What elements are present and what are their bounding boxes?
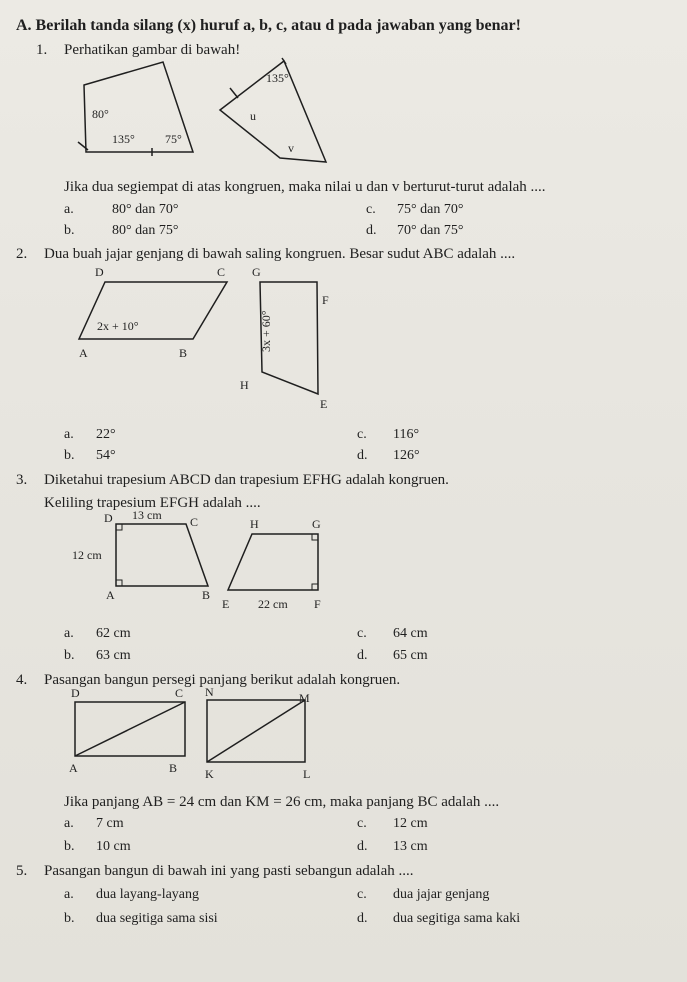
q2-figure-left xyxy=(75,262,235,362)
q2-option-b-key[interactable]: b. xyxy=(64,448,75,463)
q1-option-b-key[interactable]: b. xyxy=(64,223,75,238)
q1-option-a-key[interactable]: a. xyxy=(64,202,74,217)
q3-figure-left xyxy=(70,508,220,608)
q4-rect-right-diagonal xyxy=(207,700,305,762)
q3-number: 3. xyxy=(16,472,28,488)
q1-option-c[interactable]: 75° dan 70° xyxy=(397,202,464,217)
q3-option-d[interactable]: 65 cm xyxy=(393,648,428,663)
q3-right-angle-top xyxy=(116,524,122,530)
q5-option-c-key[interactable]: c. xyxy=(357,887,367,902)
q3-right-angle-f xyxy=(312,584,318,590)
q2-label-F: F xyxy=(322,293,329,307)
q1-figure-left xyxy=(70,60,200,160)
q3-prompt: Keliling trapesium EFGH adalah .... xyxy=(44,495,261,511)
q1-right-tick-2 xyxy=(282,58,286,64)
q3-figure-right xyxy=(218,512,338,612)
q1-option-d[interactable]: 70° dan 75° xyxy=(397,223,464,238)
q2-option-a[interactable]: 22° xyxy=(96,427,116,442)
q4-number: 4. xyxy=(16,672,28,688)
q1-prompt: Perhatikan gambar di bawah! xyxy=(64,42,241,58)
q1-question: Jika dua segiempat di atas kongruen, maka nilai u dan v berturut-turut adalah .... xyxy=(64,179,546,195)
q5-option-b[interactable]: dua segitiga sama sisi xyxy=(96,911,218,926)
q2-label-B: B xyxy=(179,346,188,360)
q1-right-u: u xyxy=(250,109,256,123)
q5-number: 5. xyxy=(16,863,28,879)
q3-option-a-key[interactable]: a. xyxy=(64,626,74,641)
q5-option-a-key[interactable]: a. xyxy=(64,887,74,902)
q4-label-M: M xyxy=(299,691,310,705)
section-header: A. Berilah tanda silang (x) huruf a, b, c, atau d pada jawaban yang benar! xyxy=(16,17,521,34)
q3-right-angle-bottom xyxy=(116,580,122,586)
q2-option-d-key[interactable]: d. xyxy=(357,448,368,463)
q4-option-b-key[interactable]: b. xyxy=(64,839,75,854)
q3-label-C: C xyxy=(190,515,199,529)
q5-option-c[interactable]: dua jajar genjang xyxy=(393,887,490,902)
q3-label-F: F xyxy=(314,597,321,611)
q2-label-C: C xyxy=(217,265,226,279)
q5-option-d-key[interactable]: d. xyxy=(357,911,368,926)
q1-option-a[interactable]: 80° dan 70° xyxy=(112,202,179,217)
q3-option-b[interactable]: 63 cm xyxy=(96,648,131,663)
q3-label-E: E xyxy=(222,597,230,611)
q1-right-tick xyxy=(230,88,238,98)
q5-question: Pasangan bangun di bawah ini yang pasti sebangun adalah .... xyxy=(44,863,414,879)
q3-option-a[interactable]: 62 cm xyxy=(96,626,131,641)
q1-option-d-key[interactable]: d. xyxy=(366,223,377,238)
q2-label-A: A xyxy=(79,346,88,360)
q2-label-G: G xyxy=(252,265,261,279)
q3-label-B: B xyxy=(202,588,211,602)
q3-side-length: 12 cm xyxy=(72,548,102,562)
q2-label-E: E xyxy=(320,397,328,411)
q2-figure-right xyxy=(232,262,342,412)
q4-label-A: A xyxy=(69,761,78,775)
q3-label-H: H xyxy=(250,517,259,531)
q4-rect-left-diagonal xyxy=(75,702,185,756)
q4-label-C: C xyxy=(175,686,184,700)
q4-option-d[interactable]: 13 cm xyxy=(393,839,428,854)
q5-option-b-key[interactable]: b. xyxy=(64,911,75,926)
q4-figure-left xyxy=(65,686,195,776)
q3-option-c-key[interactable]: c. xyxy=(357,626,367,641)
q2-option-c-key[interactable]: c. xyxy=(357,427,367,442)
q2-option-d[interactable]: 126° xyxy=(393,448,420,463)
q4-figure-right xyxy=(195,686,325,786)
q2-question: Dua buah jajar genjang di bawah saling kongruen. Besar sudut ABC adalah .... xyxy=(44,246,516,262)
q2-label-H: H xyxy=(240,378,249,392)
q3-top-length: 13 cm xyxy=(132,508,162,522)
q3-option-d-key[interactable]: d. xyxy=(357,648,368,663)
q1-option-c-key[interactable]: c. xyxy=(366,202,376,217)
q2-number: 2. xyxy=(16,246,28,262)
q2-label-D: D xyxy=(95,265,104,279)
q4-option-c-key[interactable]: c. xyxy=(357,816,367,831)
q1-right-v: v xyxy=(288,141,294,155)
q4-label-D: D xyxy=(71,686,80,700)
q1-left-angle-top: 80° xyxy=(92,107,109,121)
q4-option-a[interactable]: 7 cm xyxy=(96,816,124,831)
q4-option-a-key[interactable]: a. xyxy=(64,816,74,831)
q3-right-angle-g xyxy=(312,534,318,540)
q1-figure-right xyxy=(208,58,333,170)
q4-label-B: B xyxy=(169,761,178,775)
q4-label-K: K xyxy=(205,767,214,781)
q2-option-c[interactable]: 116° xyxy=(393,427,420,442)
q2-expr-left: 2x + 10° xyxy=(97,319,139,333)
q3-trapezoid-left-shape xyxy=(116,524,208,586)
q3-question: Diketahui trapesium ABCD dan trapesium EFHG adalah kongruen. xyxy=(44,472,449,488)
q1-option-b[interactable]: 80° dan 75° xyxy=(112,223,179,238)
q4-label-L: L xyxy=(303,767,311,781)
q3-option-c[interactable]: 64 cm xyxy=(393,626,428,641)
q4-option-c[interactable]: 12 cm xyxy=(393,816,428,831)
q4-question: Pasangan bangun persegi panjang berikut adalah kongruen. xyxy=(44,672,401,688)
q5-option-d[interactable]: dua segitiga sama kaki xyxy=(393,911,521,926)
q4-option-d-key[interactable]: d. xyxy=(357,839,368,854)
q5-option-a[interactable]: dua layang-layang xyxy=(96,887,200,902)
q3-trapezoid-right-shape xyxy=(228,534,318,590)
q3-bottom-length: 22 cm xyxy=(258,597,288,611)
q3-label-D: D xyxy=(104,511,113,525)
q4-label-N: N xyxy=(205,685,214,699)
q1-number: 1. xyxy=(36,42,48,58)
q4-prompt: Jika panjang AB = 24 cm dan KM = 26 cm, maka panjang BC adalah .... xyxy=(64,794,500,810)
q1-left-angle-br: 75° xyxy=(165,132,182,146)
q3-label-A: A xyxy=(106,588,115,602)
q3-label-G: G xyxy=(312,517,321,531)
q2-expr-right: 3x + 60° xyxy=(259,310,273,352)
q3-option-b-key[interactable]: b. xyxy=(64,648,75,663)
q2-option-b[interactable]: 54° xyxy=(96,448,116,463)
q1-left-angle-bl: 135° xyxy=(112,132,135,146)
q4-option-b[interactable]: 10 cm xyxy=(96,839,131,854)
q2-option-a-key[interactable]: a. xyxy=(64,427,74,442)
q1-right-angle-top: 135° xyxy=(266,71,289,85)
